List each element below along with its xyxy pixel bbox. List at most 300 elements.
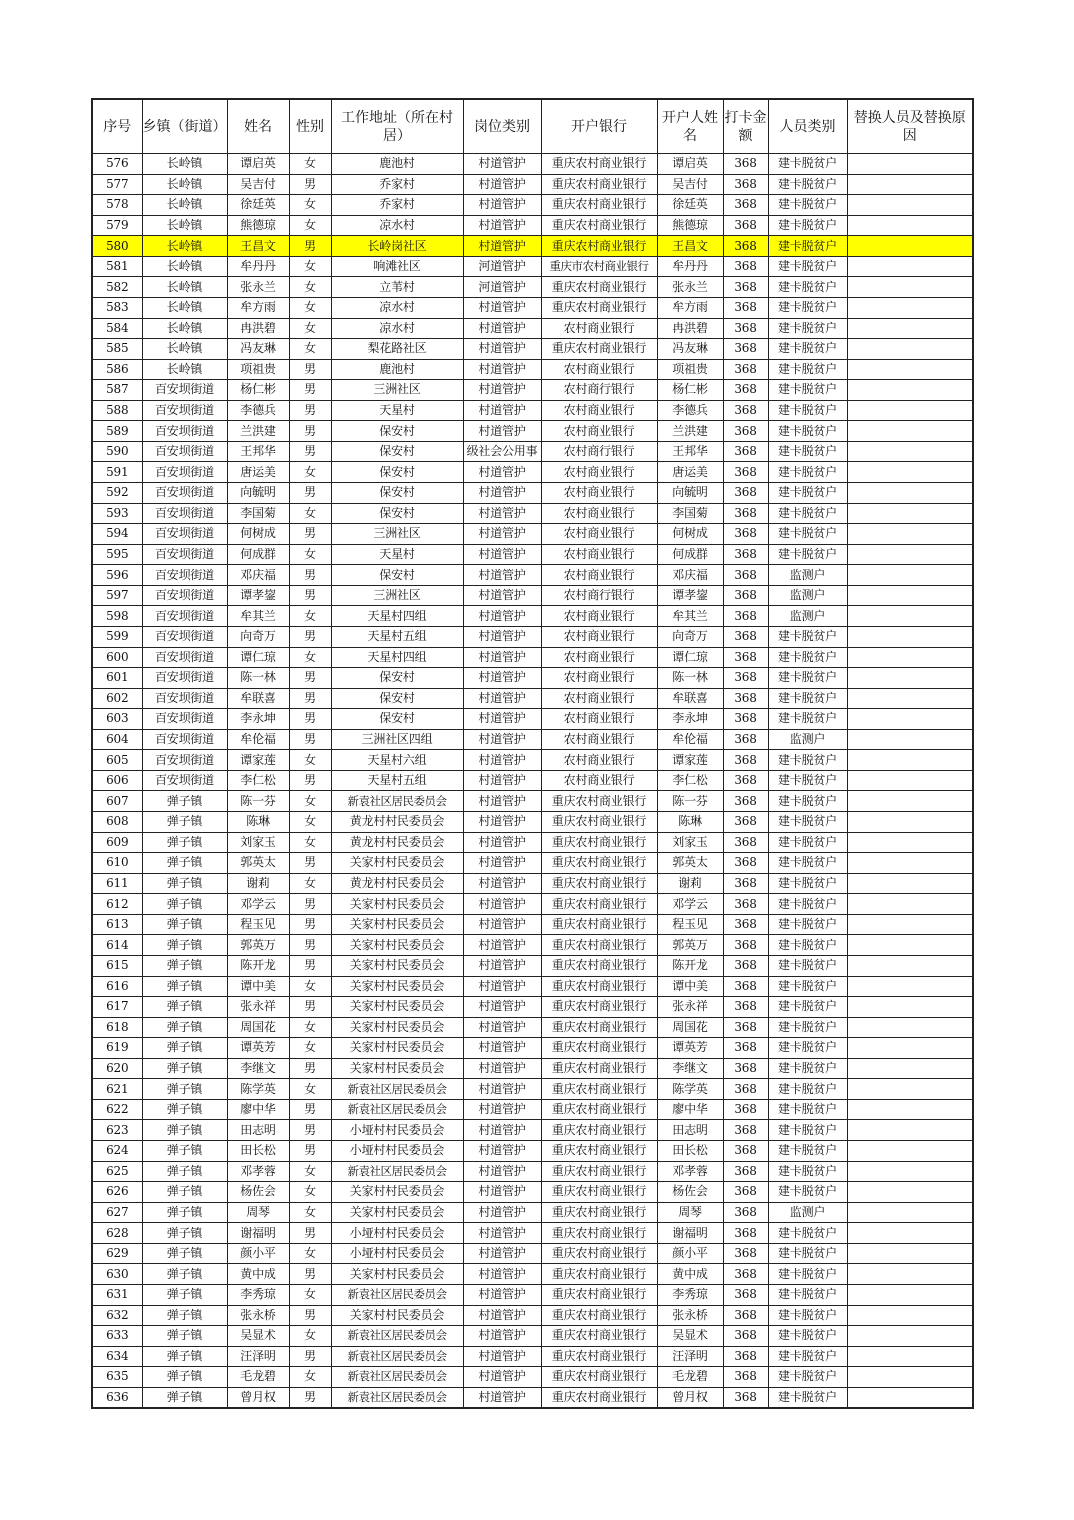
cell-sex: 男 [289, 709, 331, 730]
cell-index: 590 [92, 441, 142, 462]
cell-person-type: 建卡脱贫户 [768, 647, 847, 668]
cell-replacement-note [847, 1202, 973, 1223]
cell-name: 牟丹丹 [227, 256, 289, 277]
cell-address: 保安村 [331, 462, 463, 483]
cell-sex: 女 [289, 873, 331, 894]
cell-account-holder: 李秀琼 [657, 1284, 723, 1305]
cell-person-type: 建卡脱贫户 [768, 1141, 847, 1162]
cell-replacement-note [847, 1182, 973, 1203]
cell-address: 保安村 [331, 709, 463, 730]
cell-post-type: 村道管护 [463, 1223, 541, 1244]
cell-person-type: 建卡脱贫户 [768, 1284, 847, 1305]
cell-bank: 农村商业银行 [541, 709, 657, 730]
table-row [92, 1182, 973, 1203]
cell-bank: 农村商业银行 [541, 462, 657, 483]
cell-address: 保安村 [331, 565, 463, 586]
cell-town: 弹子镇 [142, 812, 227, 833]
cell-town: 弹子镇 [142, 894, 227, 915]
cell-town: 长岭镇 [142, 154, 227, 175]
cell-amount: 368 [723, 1264, 768, 1285]
cell-amount: 368 [723, 1017, 768, 1038]
table-row [92, 524, 973, 545]
cell-person-type: 建卡脱贫户 [768, 154, 847, 175]
cell-replacement-note [847, 256, 973, 277]
cell-account-holder: 陈琳 [657, 812, 723, 833]
cell-address: 关家村村民委员会 [331, 1182, 463, 1203]
cell-post-type: 村道管护 [463, 1305, 541, 1326]
cell-post-type: 村道管护 [463, 1038, 541, 1059]
table-row [92, 1038, 973, 1059]
cell-town: 百安坝街道 [142, 668, 227, 689]
cell-name: 李永坤 [227, 709, 289, 730]
cell-sex: 男 [289, 935, 331, 956]
cell-person-type: 建卡脱贫户 [768, 1038, 847, 1059]
cell-sex: 女 [289, 606, 331, 627]
cell-sex: 女 [289, 976, 331, 997]
cell-replacement-note [847, 770, 973, 791]
cell-replacement-note [847, 1284, 973, 1305]
cell-town: 百安坝街道 [142, 729, 227, 750]
cell-amount: 368 [723, 626, 768, 647]
cell-replacement-note [847, 318, 973, 339]
cell-town: 弹子镇 [142, 1202, 227, 1223]
cell-index: 623 [92, 1120, 142, 1141]
cell-post-type: 村道管护 [463, 812, 541, 833]
cell-town: 弹子镇 [142, 873, 227, 894]
cell-name: 周国花 [227, 1017, 289, 1038]
table-row [92, 914, 973, 935]
cell-replacement-note [847, 853, 973, 874]
cell-person-type: 建卡脱贫户 [768, 483, 847, 504]
cell-address: 关家村村民委员会 [331, 1038, 463, 1059]
cell-name: 刘家玉 [227, 832, 289, 853]
table-row [92, 1161, 973, 1182]
cell-bank: 重庆农村商业银行 [541, 195, 657, 216]
cell-post-type: 村道管护 [463, 483, 541, 504]
cell-amount: 368 [723, 853, 768, 874]
cell-address: 梨花路社区 [331, 339, 463, 360]
cell-index: 625 [92, 1161, 142, 1182]
cell-post-type: 村道管护 [463, 1058, 541, 1079]
cell-replacement-note [847, 544, 973, 565]
cell-replacement-note [847, 483, 973, 504]
cell-amount: 368 [723, 935, 768, 956]
cell-replacement-note [847, 1161, 973, 1182]
cell-address: 新袁社区居民委员会 [331, 1161, 463, 1182]
cell-post-type: 村道管护 [463, 1099, 541, 1120]
cell-address: 保安村 [331, 421, 463, 442]
cell-name: 陈学英 [227, 1079, 289, 1100]
table-row [92, 1305, 973, 1326]
cell-replacement-note [847, 1243, 973, 1264]
cell-account-holder: 谭启英 [657, 154, 723, 175]
cell-account-holder: 向奇万 [657, 626, 723, 647]
cell-replacement-note [847, 154, 973, 175]
cell-address: 小垭村村民委员会 [331, 1223, 463, 1244]
cell-index: 589 [92, 421, 142, 442]
cell-amount: 368 [723, 215, 768, 236]
cell-person-type: 建卡脱贫户 [768, 1367, 847, 1388]
cell-amount: 368 [723, 1182, 768, 1203]
cell-address: 新袁社区居民委员会 [331, 1387, 463, 1408]
cell-town: 弹子镇 [142, 1079, 227, 1100]
table-row [92, 339, 973, 360]
cell-index: 613 [92, 914, 142, 935]
cell-town: 百安坝街道 [142, 709, 227, 730]
cell-bank: 重庆农村商业银行 [541, 997, 657, 1018]
cell-replacement-note [847, 873, 973, 894]
cell-post-type: 村道管护 [463, 750, 541, 771]
cell-account-holder: 张永祥 [657, 997, 723, 1018]
cell-replacement-note [847, 914, 973, 935]
cell-index: 584 [92, 318, 142, 339]
cell-account-holder: 颜小平 [657, 1243, 723, 1264]
cell-address: 保安村 [331, 668, 463, 689]
cell-name: 吴显术 [227, 1326, 289, 1347]
table-row [92, 1202, 973, 1223]
cell-index: 633 [92, 1326, 142, 1347]
cell-town: 弹子镇 [142, 853, 227, 874]
cell-name: 杨佐会 [227, 1182, 289, 1203]
cell-town: 百安坝街道 [142, 565, 227, 586]
table-row [92, 1243, 973, 1264]
cell-address: 乔家村 [331, 174, 463, 195]
cell-index: 614 [92, 935, 142, 956]
table-row [92, 1017, 973, 1038]
cell-bank: 重庆农村商业银行 [541, 236, 657, 257]
cell-town: 弹子镇 [142, 1017, 227, 1038]
cell-account-holder: 吴显术 [657, 1326, 723, 1347]
cell-person-type: 建卡脱贫户 [768, 1017, 847, 1038]
cell-index: 592 [92, 483, 142, 504]
cell-address: 天星村五组 [331, 770, 463, 791]
cell-town: 弹子镇 [142, 1243, 227, 1264]
cell-bank: 重庆农村商业银行 [541, 174, 657, 195]
cell-post-type: 村道管护 [463, 195, 541, 216]
cell-sex: 男 [289, 400, 331, 421]
table-row [92, 256, 973, 277]
cell-address: 长岭岗社区 [331, 236, 463, 257]
cell-bank: 农村商业银行 [541, 400, 657, 421]
cell-name: 谭孝鋆 [227, 585, 289, 606]
cell-person-type: 建卡脱贫户 [768, 709, 847, 730]
cell-address: 新袁社区居民委员会 [331, 1099, 463, 1120]
cell-index: 597 [92, 585, 142, 606]
cell-bank: 农村商业银行 [541, 544, 657, 565]
cell-replacement-note [847, 1305, 973, 1326]
cell-sex: 男 [289, 1141, 331, 1162]
cell-replacement-note [847, 750, 973, 771]
cell-name: 张永桥 [227, 1305, 289, 1326]
table-row [92, 935, 973, 956]
cell-replacement-note [847, 462, 973, 483]
cell-address: 天星村六组 [331, 750, 463, 771]
cell-bank: 重庆农村商业银行 [541, 935, 657, 956]
cell-person-type: 建卡脱贫户 [768, 236, 847, 257]
cell-person-type: 建卡脱贫户 [768, 688, 847, 709]
cell-person-type: 建卡脱贫户 [768, 750, 847, 771]
cell-sex: 男 [289, 565, 331, 586]
cell-person-type: 建卡脱贫户 [768, 914, 847, 935]
cell-town: 百安坝街道 [142, 606, 227, 627]
table-row [92, 380, 973, 401]
cell-amount: 368 [723, 154, 768, 175]
cell-name: 毛龙碧 [227, 1367, 289, 1388]
cell-post-type: 村道管护 [463, 524, 541, 545]
cell-replacement-note [847, 1367, 973, 1388]
cell-amount: 368 [723, 914, 768, 935]
cell-address: 天星村五组 [331, 626, 463, 647]
cell-person-type: 建卡脱贫户 [768, 1120, 847, 1141]
cell-address: 小垭村村民委员会 [331, 1120, 463, 1141]
cell-sex: 男 [289, 853, 331, 874]
cell-amount: 368 [723, 1202, 768, 1223]
cell-amount: 368 [723, 503, 768, 524]
cell-post-type: 村道管护 [463, 1017, 541, 1038]
cell-replacement-note [847, 626, 973, 647]
cell-person-type: 监测户 [768, 729, 847, 750]
cell-account-holder: 李继文 [657, 1058, 723, 1079]
header-post-type: 岗位类别 [463, 99, 541, 154]
cell-town: 百安坝街道 [142, 750, 227, 771]
cell-account-holder: 王邦华 [657, 441, 723, 462]
cell-replacement-note [847, 1120, 973, 1141]
table-row [92, 853, 973, 874]
cell-sex: 男 [289, 236, 331, 257]
cell-post-type: 村道管护 [463, 688, 541, 709]
table-row [92, 894, 973, 915]
cell-name: 郭英万 [227, 935, 289, 956]
cell-post-type: 村道管护 [463, 1326, 541, 1347]
cell-account-holder: 唐运美 [657, 462, 723, 483]
cell-replacement-note [847, 955, 973, 976]
cell-index: 576 [92, 154, 142, 175]
cell-name: 陈一芬 [227, 791, 289, 812]
cell-address: 关家村村民委员会 [331, 894, 463, 915]
cell-town: 百安坝街道 [142, 524, 227, 545]
cell-post-type: 村道管护 [463, 318, 541, 339]
cell-name: 牟其兰 [227, 606, 289, 627]
cell-replacement-note [847, 791, 973, 812]
cell-account-holder: 吴吉付 [657, 174, 723, 195]
cell-name: 何成群 [227, 544, 289, 565]
cell-name: 谭仁琼 [227, 647, 289, 668]
cell-amount: 368 [723, 462, 768, 483]
cell-replacement-note [847, 647, 973, 668]
cell-post-type: 村道管护 [463, 462, 541, 483]
cell-sex: 女 [289, 1161, 331, 1182]
cell-account-holder: 牟联喜 [657, 688, 723, 709]
cell-bank: 重庆农村商业银行 [541, 1243, 657, 1264]
cell-name: 王邦华 [227, 441, 289, 462]
cell-index: 587 [92, 380, 142, 401]
cell-sex: 女 [289, 277, 331, 298]
cell-address: 新袁社区居民委员会 [331, 1079, 463, 1100]
table-row [92, 668, 973, 689]
cell-person-type: 建卡脱贫户 [768, 791, 847, 812]
cell-person-type: 建卡脱贫户 [768, 441, 847, 462]
cell-name: 李秀琼 [227, 1284, 289, 1305]
cell-name: 谭启英 [227, 154, 289, 175]
cell-bank: 重庆农村商业银行 [541, 1284, 657, 1305]
cell-sex: 女 [289, 544, 331, 565]
table-row [92, 1367, 973, 1388]
cell-account-holder: 廖中华 [657, 1099, 723, 1120]
cell-amount: 368 [723, 647, 768, 668]
cell-name: 陈开龙 [227, 955, 289, 976]
cell-account-holder: 黄中成 [657, 1264, 723, 1285]
cell-index: 599 [92, 626, 142, 647]
cell-bank: 重庆农村商业银行 [541, 1182, 657, 1203]
cell-index: 608 [92, 812, 142, 833]
cell-sex: 男 [289, 997, 331, 1018]
cell-replacement-note [847, 668, 973, 689]
table-row [92, 544, 973, 565]
cell-account-holder: 谢莉 [657, 873, 723, 894]
cell-town: 长岭镇 [142, 256, 227, 277]
cell-name: 唐运美 [227, 462, 289, 483]
cell-replacement-note [847, 195, 973, 216]
table-row [92, 955, 973, 976]
cell-address: 关家村村民委员会 [331, 1305, 463, 1326]
cell-name: 牟方雨 [227, 297, 289, 318]
cell-replacement-note [847, 1264, 973, 1285]
cell-amount: 368 [723, 1099, 768, 1120]
cell-town: 弹子镇 [142, 1264, 227, 1285]
cell-sex: 男 [289, 483, 331, 504]
cell-index: 583 [92, 297, 142, 318]
header-index: 序号 [92, 99, 142, 154]
cell-amount: 368 [723, 1346, 768, 1367]
cell-person-type: 建卡脱贫户 [768, 955, 847, 976]
cell-post-type: 村道管护 [463, 770, 541, 791]
cell-post-type: 村道管护 [463, 1284, 541, 1305]
cell-name: 郭英太 [227, 853, 289, 874]
cell-person-type: 监测户 [768, 1202, 847, 1223]
cell-bank: 重庆农村商业银行 [541, 1017, 657, 1038]
cell-index: 579 [92, 215, 142, 236]
cell-person-type: 建卡脱贫户 [768, 524, 847, 545]
cell-bank: 重庆农村商业银行 [541, 1346, 657, 1367]
cell-account-holder: 牟方雨 [657, 297, 723, 318]
cell-amount: 368 [723, 1367, 768, 1388]
cell-person-type: 建卡脱贫户 [768, 421, 847, 442]
table-row [92, 195, 973, 216]
cell-name: 谢莉 [227, 873, 289, 894]
cell-amount: 368 [723, 955, 768, 976]
cell-post-type: 村道管护 [463, 544, 541, 565]
cell-town: 弹子镇 [142, 1223, 227, 1244]
cell-index: 627 [92, 1202, 142, 1223]
cell-index: 616 [92, 976, 142, 997]
cell-sex: 男 [289, 688, 331, 709]
cell-person-type: 建卡脱贫户 [768, 1387, 847, 1408]
cell-bank: 重庆农村商业银行 [541, 1367, 657, 1388]
cell-post-type: 河道管护 [463, 256, 541, 277]
cell-address: 三洲社区四组 [331, 729, 463, 750]
table-row [92, 421, 973, 442]
cell-address: 关家村村民委员会 [331, 1202, 463, 1223]
table-row [92, 1284, 973, 1305]
cell-account-holder: 杨佐会 [657, 1182, 723, 1203]
cell-index: 620 [92, 1058, 142, 1079]
cell-name: 杨仁彬 [227, 380, 289, 401]
cell-bank: 农村商行银行 [541, 585, 657, 606]
table-row [92, 174, 973, 195]
cell-town: 百安坝街道 [142, 400, 227, 421]
cell-sex: 女 [289, 1079, 331, 1100]
cell-person-type: 建卡脱贫户 [768, 215, 847, 236]
cell-person-type: 监测户 [768, 606, 847, 627]
cell-account-holder: 陈一林 [657, 668, 723, 689]
cell-sex: 男 [289, 174, 331, 195]
cell-bank: 重庆农村商业银行 [541, 1202, 657, 1223]
cell-amount: 368 [723, 236, 768, 257]
cell-account-holder: 李仁松 [657, 770, 723, 791]
cell-replacement-note [847, 1038, 973, 1059]
cell-replacement-note [847, 215, 973, 236]
cell-replacement-note [847, 709, 973, 730]
cell-name: 徐廷英 [227, 195, 289, 216]
cell-name: 程玉见 [227, 914, 289, 935]
cell-sex: 男 [289, 1387, 331, 1408]
cell-person-type: 建卡脱贫户 [768, 256, 847, 277]
cell-address: 新袁社区居民委员会 [331, 791, 463, 812]
cell-person-type: 建卡脱贫户 [768, 400, 847, 421]
table-row [92, 400, 973, 421]
cell-bank: 重庆农村商业银行 [541, 1223, 657, 1244]
cell-index: 585 [92, 339, 142, 360]
cell-town: 弹子镇 [142, 976, 227, 997]
cell-amount: 368 [723, 400, 768, 421]
cell-person-type: 建卡脱贫户 [768, 1223, 847, 1244]
cell-amount: 368 [723, 729, 768, 750]
cell-sex: 男 [289, 729, 331, 750]
header-bank: 开户银行 [541, 99, 657, 154]
cell-bank: 农村商业银行 [541, 565, 657, 586]
cell-index: 580 [92, 236, 142, 257]
cell-replacement-note [847, 339, 973, 360]
cell-amount: 368 [723, 565, 768, 586]
cell-name: 李仁松 [227, 770, 289, 791]
cell-index: 617 [92, 997, 142, 1018]
cell-town: 百安坝街道 [142, 544, 227, 565]
cell-index: 591 [92, 462, 142, 483]
cell-index: 611 [92, 873, 142, 894]
cell-replacement-note [847, 421, 973, 442]
cell-name: 冉洪碧 [227, 318, 289, 339]
cell-account-holder: 牟伦福 [657, 729, 723, 750]
cell-account-holder: 田长松 [657, 1141, 723, 1162]
cell-replacement-note [847, 524, 973, 545]
table-row [92, 1099, 973, 1120]
cell-index: 615 [92, 955, 142, 976]
cell-person-type: 建卡脱贫户 [768, 503, 847, 524]
cell-address: 三洲社区 [331, 380, 463, 401]
cell-bank: 农村商业银行 [541, 421, 657, 442]
header-row [92, 99, 973, 154]
cell-name: 王昌文 [227, 236, 289, 257]
cell-sex: 女 [289, 1326, 331, 1347]
table-row [92, 359, 973, 380]
cell-replacement-note [847, 1079, 973, 1100]
cell-town: 百安坝街道 [142, 626, 227, 647]
cell-amount: 368 [723, 524, 768, 545]
cell-address: 关家村村民委员会 [331, 935, 463, 956]
cell-amount: 368 [723, 1079, 768, 1100]
cell-replacement-note [847, 1326, 973, 1347]
cell-person-type: 建卡脱贫户 [768, 1346, 847, 1367]
